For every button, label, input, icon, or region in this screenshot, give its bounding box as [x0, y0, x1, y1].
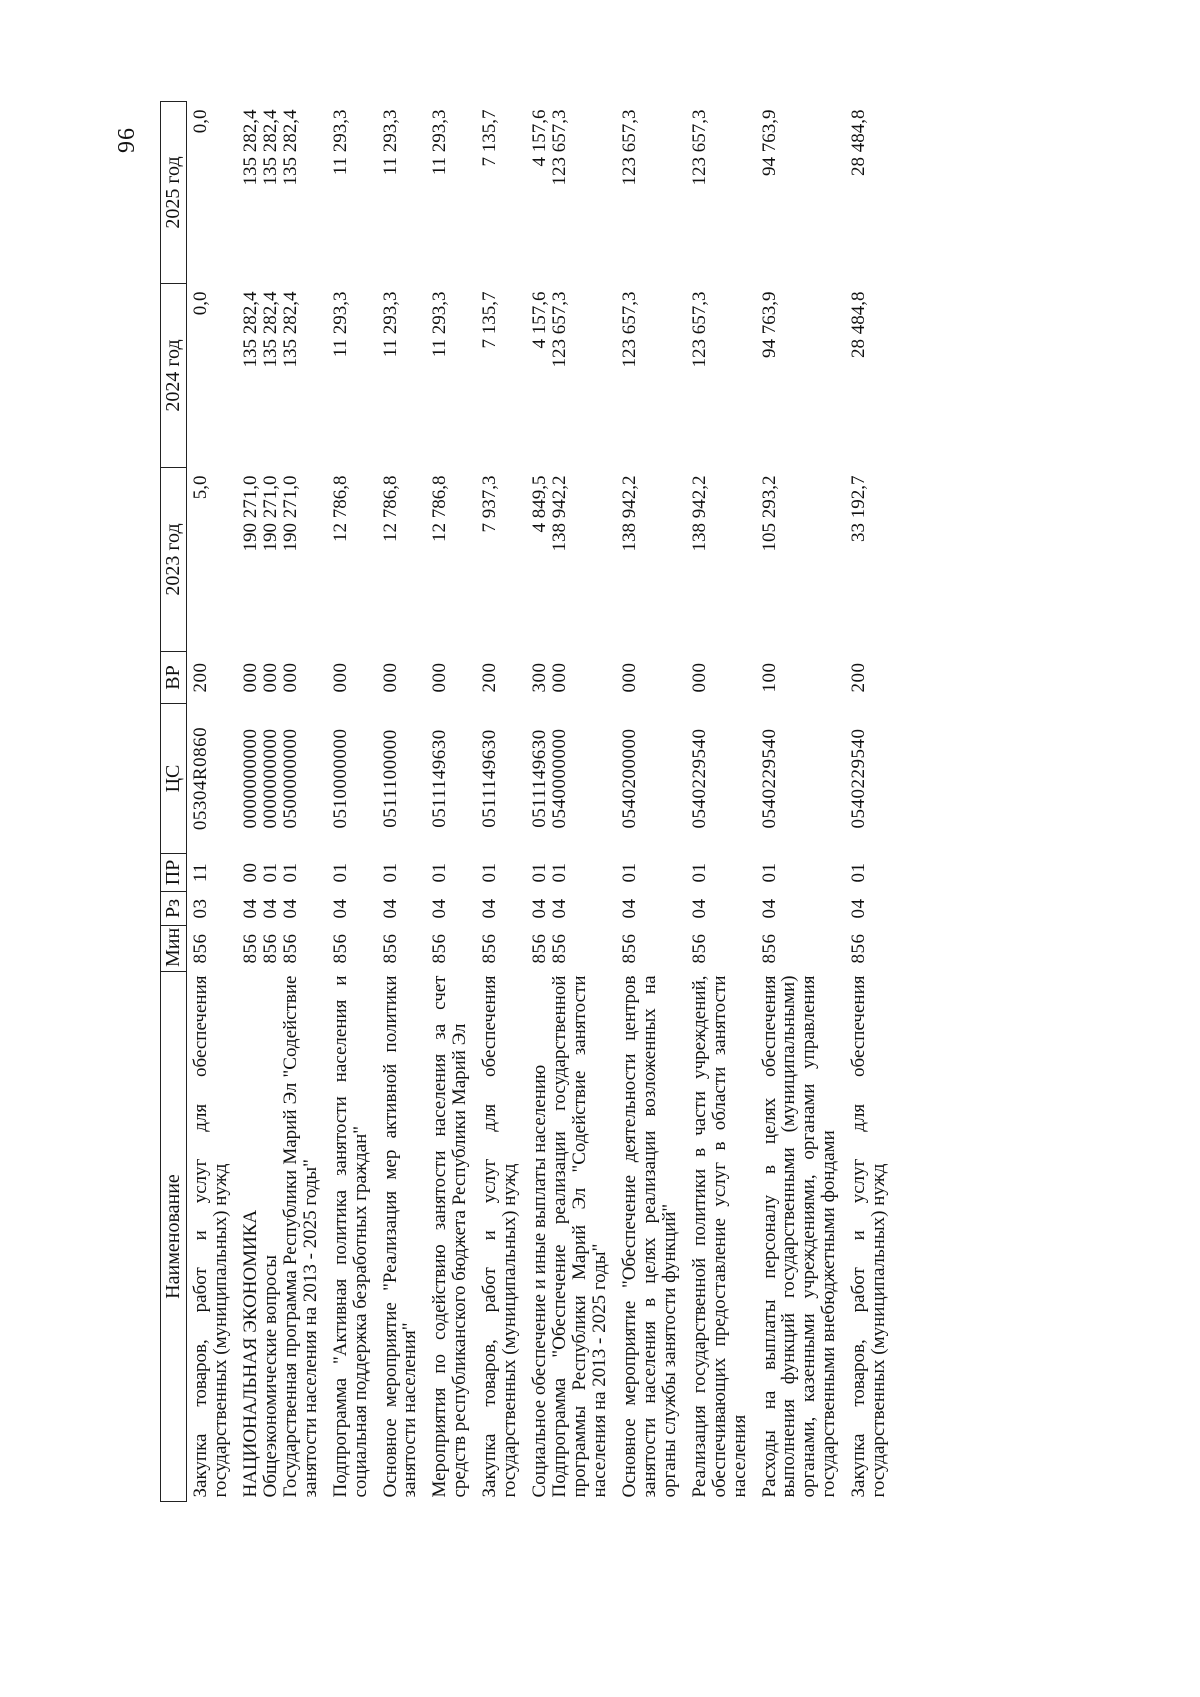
- cell-min-value: 856: [758, 933, 780, 964]
- cell-name: НАЦИОНАЛЬНАЯ ЭКОНОМИКА Общеэкономические вопросы Государственная программа Республики Марий Эл "Содействие занятости населения на 2013 - 2025 годы": [239, 975, 321, 1498]
- cell-rz: [237, 892, 327, 926]
- cell-min: [686, 926, 756, 972]
- cell-2025-value: 7 135,7: [479, 109, 501, 167]
- cell-min: [616, 926, 686, 972]
- cell-2023-value: 12 786,8: [429, 475, 451, 542]
- cell-2025-value: 11 293,3: [379, 109, 401, 176]
- cell-rz-value: 04: [618, 898, 640, 919]
- header-vr: ВР: [161, 652, 187, 704]
- cell-vr-value: 000: [329, 662, 351, 693]
- cell-cs-value: 0511100000: [379, 729, 401, 828]
- cell-2024: [686, 284, 756, 468]
- cell-2024: [237, 284, 327, 468]
- cell-2025: [377, 102, 427, 284]
- header-2024: 2024 год: [161, 284, 187, 468]
- cell-pr-value: 01: [379, 862, 401, 883]
- cell-pr: [237, 854, 327, 892]
- cell-vr: [377, 652, 427, 704]
- cell-2025-value: 123 657,3: [549, 109, 571, 186]
- cell-vr-value: 000: [688, 662, 710, 693]
- cell-name: Расходы на выплаты персоналу в целях обеспечения выполнения функций государственными (муниципальными) органами, казенными учреждениями, органами управления государственными внебюджетными фондами: [758, 975, 840, 1498]
- cell-2024-value: 135 282,4: [239, 291, 261, 368]
- cell-cs-value: 0511149630: [479, 729, 501, 828]
- cell-pr-value: 01: [688, 862, 710, 883]
- cell-rz-value: 04: [279, 898, 301, 919]
- cell-2025-value: 11 293,3: [429, 109, 451, 176]
- table-row: [476, 102, 526, 1502]
- cell-cs: [426, 704, 476, 854]
- cell-vr: [686, 652, 756, 704]
- header-rz: Рз: [161, 892, 187, 926]
- cell-pr-value: 01: [429, 862, 451, 883]
- cell-cs: [237, 704, 327, 854]
- cell-2024: [756, 284, 846, 468]
- cell-min-value: 856: [190, 933, 211, 964]
- cell-2023-value: 138 942,2: [618, 475, 640, 552]
- cell-pr: [377, 854, 427, 892]
- cell-2025: [686, 102, 756, 284]
- cell-cs-value: 0511149630: [529, 729, 551, 828]
- cell-2023-value: 105 293,2: [758, 475, 780, 552]
- cell-2024-value: 135 282,4: [259, 291, 281, 368]
- cell-2025-value: 94 763,9: [758, 109, 780, 176]
- cell-2023-value: 138 942,2: [549, 475, 571, 552]
- cell-name: Социальное обеспечение и иные выплаты населению Подпрограмма "Обеспечение реализации государственной программы Республики Марий Эл "Содействие занятости населения на 2013 - 2025 годы": [529, 975, 610, 1498]
- cell-pr: [476, 854, 526, 892]
- cell-2024-value: 0,0: [190, 291, 211, 316]
- cell-min-value: 856: [329, 933, 351, 964]
- cell-2025: [327, 102, 377, 284]
- cell-vr: [187, 652, 237, 704]
- cell-pr: [327, 854, 377, 892]
- cell-2024: [526, 284, 616, 468]
- table-row: [377, 102, 427, 1502]
- cell-2023-value: 5,0: [190, 475, 211, 500]
- cell-pr-value: 00: [239, 862, 261, 883]
- table-row: [756, 102, 846, 1502]
- table-row: [187, 102, 237, 1502]
- cell-2024-value: 11 293,3: [379, 291, 401, 358]
- cell-2025: [616, 102, 686, 284]
- cell-min-value: 856: [279, 933, 301, 964]
- cell-cs-value: 0000000000: [259, 728, 281, 829]
- cell-name: Мероприятия по содействию занятости населения за счет средств республиканского бюджета Республики Марий Эл: [429, 975, 471, 1498]
- cell-2024: [426, 284, 476, 468]
- cell-2025-value: 11 293,3: [329, 109, 351, 176]
- cell-2024: [187, 284, 237, 468]
- cell-name: Реализация государственной политики в части учреждений, обеспечивающих предоставление услуг в области занятости населения: [688, 975, 750, 1498]
- cell-vr-value: 000: [549, 662, 571, 693]
- cell-min: [526, 926, 616, 972]
- cell-min-value: 856: [529, 933, 551, 964]
- header-2025: 2025 год: [161, 102, 187, 284]
- cell-name: Закупка товаров, работ и услуг для обеспечения государственных (муниципальных) нужд: [479, 975, 521, 1498]
- cell-rz: [526, 892, 616, 926]
- cell-2024-value: 94 763,9: [758, 291, 780, 358]
- cell-cs: [616, 704, 686, 854]
- header-cs: ЦС: [161, 704, 187, 854]
- cell-min: [327, 926, 377, 972]
- cell-2024-value: 11 293,3: [429, 291, 451, 358]
- cell-2025-value: 135 282,4: [279, 109, 301, 186]
- cell-2024: [616, 284, 686, 468]
- cell-cs-value: 0510000000: [329, 728, 351, 829]
- cell-rz-value: 04: [848, 898, 870, 919]
- cell-pr: [616, 854, 686, 892]
- cell-pr: [187, 854, 237, 892]
- cell-rz: [327, 892, 377, 926]
- cell-vr-value: 000: [429, 662, 451, 693]
- cell-rz-value: 04: [549, 898, 571, 919]
- cell-pr: [845, 854, 895, 892]
- cell-pr-value: 01: [329, 862, 351, 883]
- cell-2024-value: 123 657,3: [549, 291, 571, 368]
- cell-2023-value: 12 786,8: [379, 475, 401, 542]
- cell-rz-value: 03: [190, 898, 211, 919]
- table-row: [845, 102, 895, 1502]
- cell-rz-value: 04: [429, 898, 451, 919]
- cell-pr-value: 01: [549, 862, 571, 883]
- cell-rz-value: 04: [758, 898, 780, 919]
- cell-min: [187, 926, 237, 972]
- cell-2024: [476, 284, 526, 468]
- cell-name: Подпрограмма "Активная политика занятости населения и социальная поддержка безработных граждан": [329, 975, 371, 1498]
- cell-pr: [426, 854, 476, 892]
- cell-rz-value: 04: [329, 898, 351, 919]
- cell-2023-value: 7 937,3: [479, 475, 501, 533]
- cell-vr-value: 000: [379, 662, 401, 693]
- cell-2025-value: 0,0: [190, 109, 211, 134]
- cell-min-value: 856: [259, 933, 281, 964]
- cell-vr-value: 200: [190, 662, 211, 693]
- header-name: Наименование: [161, 972, 187, 1502]
- cell-cs-value: 0540200000: [618, 728, 640, 829]
- cell-2023-value: 190 271,0: [279, 475, 301, 552]
- cell-vr-value: 200: [479, 662, 501, 693]
- cell-min-value: 856: [479, 933, 501, 964]
- header-min: Мин: [161, 926, 187, 972]
- cell-2025-value: 28 484,8: [848, 109, 870, 176]
- cell-min-value: 856: [429, 933, 451, 964]
- cell-2023-value: 12 786,8: [329, 475, 351, 542]
- budget-table: [160, 101, 895, 1502]
- cell-pr-value: 11: [190, 862, 211, 883]
- cell-rz: [686, 892, 756, 926]
- cell-cs-value: 0540000000: [549, 728, 571, 829]
- cell-pr-value: 01: [529, 862, 551, 883]
- cell-cs-value: 0540229540: [688, 728, 710, 829]
- cell-pr-value: 01: [758, 862, 780, 883]
- cell-2023-value: 33 192,7: [848, 475, 870, 542]
- cell-2024: [845, 284, 895, 468]
- cell-2023: [526, 468, 616, 652]
- table-row: [616, 102, 686, 1502]
- cell-pr: [686, 854, 756, 892]
- cell-2023: [426, 468, 476, 652]
- cell-vr: [616, 652, 686, 704]
- cell-vr: [237, 652, 327, 704]
- cell-2025: [526, 102, 616, 284]
- cell-cs-value: 0000000000: [239, 728, 261, 829]
- cell-name: Основное мероприятие "Реализация мер активной политики занятости населения": [379, 975, 421, 1498]
- cell-2024-value: 135 282,4: [279, 291, 301, 368]
- cell-2023: [845, 468, 895, 652]
- cell-2023: [756, 468, 846, 652]
- cell-vr-value: 000: [618, 662, 640, 693]
- cell-pr-value: 01: [618, 862, 640, 883]
- cell-rz-value: 04: [379, 898, 401, 919]
- cell-2023-value: 190 271,0: [239, 475, 261, 552]
- cell-2023-value: 138 942,2: [688, 475, 710, 552]
- cell-rz: [845, 892, 895, 926]
- cell-2024: [327, 284, 377, 468]
- cell-min: [845, 926, 895, 972]
- cell-2024-value: 11 293,3: [329, 291, 351, 358]
- cell-cs: [756, 704, 846, 854]
- cell-2025: [187, 102, 237, 284]
- cell-cs: [526, 704, 616, 854]
- cell-min-value: 856: [239, 933, 261, 964]
- cell-pr: [526, 854, 616, 892]
- cell-2024-value: 123 657,3: [688, 291, 710, 368]
- cell-vr: [327, 652, 377, 704]
- cell-rz-value: 04: [529, 898, 551, 919]
- cell-vr-value: 000: [279, 662, 301, 693]
- cell-cs-value: 05304R0860: [190, 726, 211, 831]
- cell-min: [377, 926, 427, 972]
- cell-2025-value: 4 157,6: [529, 109, 551, 167]
- cell-cs-value: 0500000000: [279, 728, 301, 829]
- cell-pr-value: 01: [279, 862, 301, 883]
- cell-vr: [426, 652, 476, 704]
- cell-cs-value: 0540229540: [758, 728, 780, 829]
- cell-2023: [377, 468, 427, 652]
- cell-min-value: 856: [379, 933, 401, 964]
- cell-2025-value: 123 657,3: [618, 109, 640, 186]
- cell-2025-value: 135 282,4: [239, 109, 261, 186]
- cell-cs: [187, 704, 237, 854]
- cell-2023: [616, 468, 686, 652]
- table-header-row: [161, 102, 187, 1502]
- cell-min: [476, 926, 526, 972]
- cell-name: Закупка товаров, работ и услуг для обеспечения государственных (муниципальных) нужд: [190, 975, 231, 1498]
- cell-2023: [187, 468, 237, 652]
- cell-rz-value: 04: [688, 898, 710, 919]
- cell-2024-value: 7 135,7: [479, 291, 501, 349]
- cell-vr-value: 300: [529, 662, 551, 693]
- cell-2025: [426, 102, 476, 284]
- cell-name: Основное мероприятие "Обеспечение деятельности центров занятости населения в целях реализации возложенных на органы службы занятости функций": [618, 975, 680, 1498]
- cell-rz: [426, 892, 476, 926]
- cell-rz-value: 04: [479, 898, 501, 919]
- cell-rz-value: 04: [239, 898, 261, 919]
- table-body: [187, 102, 896, 1502]
- cell-2024-value: 28 484,8: [848, 291, 870, 358]
- cell-vr: [845, 652, 895, 704]
- cell-2025-value: 135 282,4: [259, 109, 281, 186]
- table-row: [237, 102, 327, 1502]
- cell-2023: [686, 468, 756, 652]
- cell-rz: [756, 892, 846, 926]
- cell-cs: [327, 704, 377, 854]
- cell-cs: [476, 704, 526, 854]
- cell-vr: [526, 652, 616, 704]
- cell-min-value: 856: [848, 933, 870, 964]
- cell-rz: [616, 892, 686, 926]
- cell-2023-value: 190 271,0: [259, 475, 281, 552]
- cell-pr-value: 01: [479, 862, 501, 883]
- cell-2023: [237, 468, 327, 652]
- cell-rz: [476, 892, 526, 926]
- cell-cs-value: 0511149630: [429, 729, 451, 828]
- cell-2024-value: 4 157,6: [529, 291, 551, 349]
- cell-2024-value: 123 657,3: [618, 291, 640, 368]
- cell-vr: [476, 652, 526, 704]
- cell-vr-value: 100: [758, 662, 780, 693]
- cell-rz: [377, 892, 427, 926]
- cell-pr-value: 01: [848, 862, 870, 883]
- cell-vr-value: 000: [259, 662, 281, 693]
- cell-min-value: 856: [549, 933, 571, 964]
- cell-vr-value: 200: [848, 662, 870, 693]
- cell-min: [237, 926, 327, 972]
- table-row: [426, 102, 476, 1502]
- cell-min: [426, 926, 476, 972]
- cell-2023: [476, 468, 526, 652]
- cell-2025: [237, 102, 327, 284]
- page-number: 96: [114, 127, 140, 153]
- cell-2025: [845, 102, 895, 284]
- cell-min-value: 856: [688, 933, 710, 964]
- cell-vr: [756, 652, 846, 704]
- cell-cs-value: 0540229540: [848, 728, 870, 829]
- cell-cs: [377, 704, 427, 854]
- cell-2025-value: 123 657,3: [688, 109, 710, 186]
- cell-2023: [327, 468, 377, 652]
- cell-vr-value: 000: [239, 662, 261, 693]
- cell-2023-value: 4 849,5: [529, 475, 551, 533]
- cell-cs: [686, 704, 756, 854]
- cell-pr: [756, 854, 846, 892]
- table-row: [686, 102, 756, 1502]
- cell-rz: [187, 892, 237, 926]
- header-2023: 2023 год: [161, 468, 187, 652]
- cell-2025: [756, 102, 846, 284]
- cell-pr-value: 01: [259, 862, 281, 883]
- cell-rz-value: 04: [259, 898, 281, 919]
- table-row: [327, 102, 377, 1502]
- cell-cs: [845, 704, 895, 854]
- table-row: [526, 102, 616, 1502]
- cell-name: Закупка товаров, работ и услуг для обеспечения государственных (муниципальных) нужд: [848, 975, 890, 1498]
- cell-2024: [377, 284, 427, 468]
- cell-2025: [476, 102, 526, 284]
- cell-min: [756, 926, 846, 972]
- cell-min-value: 856: [618, 933, 640, 964]
- header-pr: ПР: [161, 854, 187, 892]
